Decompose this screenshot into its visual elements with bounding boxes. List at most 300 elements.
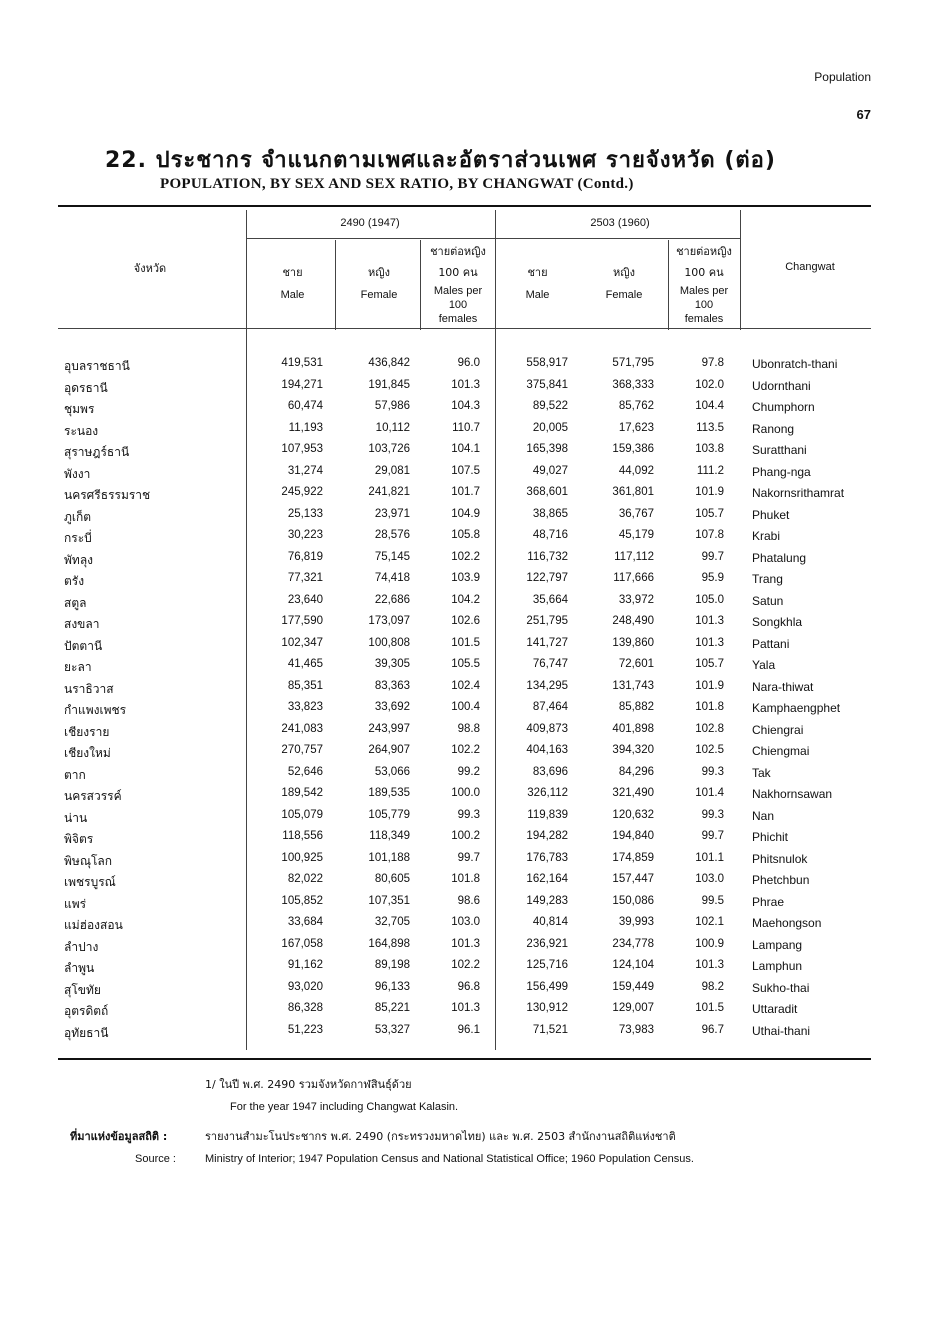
province-thai-name: กำแพงเพชร bbox=[64, 703, 127, 717]
changwat-english-name: Phrae bbox=[752, 894, 785, 909]
source-label-thai: ที่มาแห่งข้อมูลสถิติ : bbox=[70, 1130, 168, 1143]
changwat-english-name: Yala bbox=[752, 658, 776, 672]
female-1960-value: 159,386 bbox=[612, 443, 654, 455]
female-thai-header-1960: หญิง bbox=[613, 266, 635, 279]
footnote-thai: 1/ ในปี พ.ศ. 2490 รวมจังหวัดกาฬสินธุ์ด้วย bbox=[205, 1078, 412, 1091]
ratio-1960-value: 105.7 bbox=[695, 658, 724, 670]
province-thai-name: เชียงใหม่ bbox=[64, 746, 111, 760]
province-thai-name: นครศรีธรรมราช bbox=[64, 488, 151, 502]
male-1947-value: 86,328 bbox=[287, 1002, 323, 1014]
ratio-eng-header-1947: Males per bbox=[433, 285, 483, 297]
province-thai-name: แพร่ bbox=[64, 896, 87, 911]
female-1960-value: 321,490 bbox=[612, 787, 654, 799]
male-1960-value: 409,873 bbox=[526, 722, 568, 735]
male-1960-value: 119,839 bbox=[527, 808, 568, 821]
ratio-1947-value: 101.5 bbox=[451, 636, 480, 649]
changwat-header: Changwat bbox=[785, 261, 835, 273]
female-1960-value: 120,632 bbox=[612, 808, 654, 821]
ratio-1960-value: 101.4 bbox=[695, 787, 724, 799]
ratio-1947-value: 100.4 bbox=[451, 701, 480, 713]
province-thai-name: อุตรดิตถ์ bbox=[64, 1004, 109, 1018]
ratio-1947-value: 105.8 bbox=[451, 529, 480, 541]
male-1960-value: 71,521 bbox=[532, 1023, 568, 1036]
province-thai-name: สุราษฎร์ธานี bbox=[64, 445, 130, 459]
male-1947-value: 41,465 bbox=[287, 658, 323, 670]
male-1960-value: 404,163 bbox=[526, 744, 568, 756]
table-row bbox=[58, 957, 871, 979]
male-1947-value: 51,223 bbox=[287, 1023, 323, 1036]
table-row bbox=[58, 936, 871, 958]
ratio-1947-value: 103.9 bbox=[451, 572, 480, 584]
ratio-1947-value: 99.2 bbox=[457, 765, 480, 778]
male-1947-value: 177,590 bbox=[281, 615, 323, 627]
province-thai-name: ลำพูน bbox=[64, 961, 95, 975]
male-1947-value: 60,474 bbox=[287, 400, 323, 412]
female-1960-value: 131,743 bbox=[612, 679, 654, 692]
table-row bbox=[58, 785, 871, 807]
female-1947-value: 57,986 bbox=[374, 400, 410, 412]
female-1947-value: 39,305 bbox=[374, 658, 410, 670]
male-1960-value: 375,841 bbox=[526, 378, 568, 391]
male-1947-value: 100,925 bbox=[281, 851, 323, 864]
female-1947-value: 107,351 bbox=[368, 894, 410, 907]
female-1947-value: 28,576 bbox=[374, 529, 410, 541]
ratio-1947-value: 102.2 bbox=[451, 550, 480, 563]
ratio-1960-value: 101.3 bbox=[695, 959, 724, 971]
changwat-english-name: Nakornsrithamrat bbox=[752, 486, 845, 500]
male-1960-value: 251,795 bbox=[526, 615, 568, 627]
table-row bbox=[58, 807, 871, 829]
female-1947-value: 264,907 bbox=[368, 744, 410, 756]
table-row bbox=[58, 1000, 871, 1022]
female-1960-value: 36,767 bbox=[618, 507, 654, 520]
table-row bbox=[58, 506, 871, 528]
male-1960-value: 176,783 bbox=[526, 851, 568, 864]
female-1947-value: 75,145 bbox=[374, 550, 410, 563]
male-1947-value: 77,321 bbox=[287, 572, 323, 584]
male-1960-value: 20,005 bbox=[532, 421, 568, 434]
ratio-1947-value: 105.5 bbox=[451, 658, 480, 670]
ratio-1960-value: 105.0 bbox=[695, 593, 724, 606]
province-thai-name: ยะลา bbox=[64, 660, 92, 674]
ratio-1960-value: 95.9 bbox=[701, 572, 724, 584]
changwat-english-name: Nakhornsawan bbox=[752, 787, 833, 801]
female-1960-value: 394,320 bbox=[612, 744, 654, 756]
male-1947-value: 105,079 bbox=[281, 808, 323, 821]
ratio-1947-value: 100.2 bbox=[451, 830, 480, 842]
table-row bbox=[58, 678, 871, 700]
province-thai-name: อุทัยธานี bbox=[64, 1025, 109, 1040]
female-1947-value: 191,845 bbox=[368, 378, 410, 391]
province-thai-name: พิษณุโลก bbox=[64, 853, 113, 868]
province-thai-name: น่าน bbox=[64, 810, 88, 825]
year-1960-header: 2503 (1960) bbox=[590, 217, 650, 229]
ratio-1947-value: 110.7 bbox=[452, 421, 480, 434]
female-1947-value: 96,133 bbox=[374, 980, 410, 993]
male-1960-value: 165,398 bbox=[526, 443, 568, 455]
table-row bbox=[58, 549, 871, 571]
male-1960-value: 87,464 bbox=[532, 701, 568, 713]
province-thai-name: สงขลา bbox=[64, 617, 100, 631]
ratio-1960-value: 99.3 bbox=[701, 765, 724, 778]
ratio-1947-value: 101.3 bbox=[451, 1002, 480, 1014]
year-1947-header: 2490 (1947) bbox=[340, 217, 400, 229]
changwat-english-name: Udornthani bbox=[752, 378, 811, 393]
ratio-1947-value: 98.8 bbox=[457, 722, 480, 735]
male-1947-value: 194,271 bbox=[281, 378, 323, 391]
source-label-english: Source : bbox=[135, 1153, 176, 1165]
male-1947-value: 30,223 bbox=[287, 529, 323, 541]
male-1960-value: 162,164 bbox=[526, 873, 568, 885]
female-1960-value: 174,859 bbox=[612, 851, 654, 864]
column-divider bbox=[335, 240, 336, 330]
table-bottom-rule bbox=[58, 1058, 871, 1060]
changwat-english-name: Lamphun bbox=[752, 959, 803, 973]
male-1960-value: 194,282 bbox=[526, 830, 568, 842]
changwat-english-name: Maehongson bbox=[752, 916, 822, 930]
female-1947-value: 22,686 bbox=[374, 593, 410, 606]
ratio-1960-value: 96.7 bbox=[701, 1023, 724, 1036]
male-1960-value: 49,027 bbox=[532, 464, 568, 477]
male-1947-value: 31,274 bbox=[287, 464, 323, 477]
ratio-1947-value: 102.6 bbox=[451, 615, 480, 627]
female-1960-value: 17,623 bbox=[618, 421, 654, 434]
male-1947-value: 270,757 bbox=[281, 744, 323, 756]
female-1947-value: 241,821 bbox=[368, 486, 410, 498]
male-1960-value: 130,912 bbox=[526, 1002, 568, 1014]
male-1947-value: 118,556 bbox=[282, 830, 323, 842]
column-divider bbox=[740, 210, 741, 330]
table-title-english: POPULATION, BY SEX AND SEX RATIO, BY CHANGWAT (Contd.) bbox=[160, 176, 634, 192]
changwat-english-name: Ubonratch-thani bbox=[752, 357, 838, 371]
female-1947-value: 189,535 bbox=[368, 787, 410, 799]
ratio-1947-value: 104.2 bbox=[451, 593, 480, 606]
male-1960-value: 38,865 bbox=[532, 507, 568, 520]
male-1960-value: 116,732 bbox=[527, 550, 568, 563]
ratio-1947-value: 104.1 bbox=[451, 443, 480, 455]
male-1947-value: 93,020 bbox=[287, 980, 323, 993]
ratio-1947-value: 98.6 bbox=[457, 894, 480, 907]
ratio-1960-value: 101.9 bbox=[695, 679, 724, 692]
ratio-1960-value: 101.3 bbox=[695, 615, 724, 627]
female-1960-value: 72,601 bbox=[618, 658, 654, 670]
source-thai: รายงานสำมะโนประชากร พ.ศ. 2490 (กระทรวงมหาดไทย) และ พ.ศ. 2503 สำนักงานสถิติแห่งชาติ bbox=[205, 1130, 676, 1143]
table-row bbox=[58, 635, 871, 657]
ratio-1960-value: 104.4 bbox=[695, 400, 724, 412]
table-row bbox=[58, 893, 871, 915]
province-thai-name: นราธิวาส bbox=[64, 681, 114, 696]
province-thai-name: นครสวรรค์ bbox=[64, 789, 122, 803]
male-1960-value: 134,295 bbox=[526, 679, 568, 692]
table-row bbox=[58, 592, 871, 614]
province-thai-name: เพชรบูรณ์ bbox=[64, 875, 116, 889]
province-thai-name: สุโขทัย bbox=[64, 982, 101, 997]
province-thai-name: ภูเก็ต bbox=[64, 509, 92, 524]
male-1960-value: 236,921 bbox=[526, 937, 568, 950]
female-1947-value: 53,327 bbox=[374, 1023, 410, 1036]
table-row bbox=[58, 484, 871, 506]
female-1960-value: 571,795 bbox=[612, 357, 654, 369]
male-1960-value: 122,797 bbox=[526, 572, 568, 584]
male-1947-value: 241,083 bbox=[281, 722, 323, 735]
ratio-1947-value: 101.8 bbox=[451, 873, 480, 885]
changwat-english-name: Uthai-thani bbox=[752, 1023, 811, 1038]
section-header: Population bbox=[814, 70, 871, 84]
male-1960-value: 48,716 bbox=[532, 529, 568, 541]
male-1947-value: 102,347 bbox=[281, 636, 323, 649]
ratio-1960-value: 102.8 bbox=[695, 722, 724, 735]
table-top-rule bbox=[58, 205, 871, 207]
male-1960-value: 141,727 bbox=[526, 636, 568, 649]
changwat-english-name: Songkhla bbox=[752, 615, 803, 629]
male-1947-value: 419,531 bbox=[281, 357, 323, 369]
female-1947-value: 74,418 bbox=[374, 572, 410, 584]
province-thai-name: ระนอง bbox=[64, 423, 99, 438]
female-1960-value: 44,092 bbox=[618, 464, 654, 477]
year-underline bbox=[495, 238, 740, 239]
changwat-english-name: Chiengrai bbox=[752, 722, 804, 737]
table-row bbox=[58, 377, 871, 399]
changwat-english-name: Uttaradit bbox=[752, 1002, 798, 1016]
female-1947-value: 173,097 bbox=[368, 615, 410, 627]
male-1947-value: 189,542 bbox=[281, 787, 323, 799]
table-row bbox=[58, 613, 871, 635]
female-1947-value: 80,605 bbox=[374, 873, 410, 885]
male-thai-header-1960: ชาย bbox=[527, 266, 548, 279]
province-thai-name: ลำปาง bbox=[64, 939, 99, 954]
female-1947-value: 10,112 bbox=[375, 421, 410, 434]
footnote-english: For the year 1947 including Changwat Kalasin. bbox=[230, 1101, 459, 1113]
changwat-english-name: Phetchbun bbox=[752, 873, 810, 887]
table-row bbox=[58, 1022, 871, 1044]
female-eng-header-1960: Female bbox=[605, 289, 643, 301]
male-1947-value: 105,852 bbox=[281, 894, 323, 907]
ratio-1960-value: 99.5 bbox=[701, 894, 724, 907]
ratio-1947-value: 104.3 bbox=[451, 400, 480, 412]
female-1947-value: 85,221 bbox=[374, 1002, 410, 1014]
female-1960-value: 85,882 bbox=[618, 701, 654, 713]
ratio-1960-value: 102.1 bbox=[695, 916, 724, 928]
ratio-thai2-header-1960: 100 คน bbox=[684, 266, 724, 279]
female-1960-value: 157,447 bbox=[612, 873, 654, 885]
changwat-english-name: Nan bbox=[752, 808, 775, 823]
female-1960-value: 33,972 bbox=[618, 593, 654, 606]
changwat-english-name: Ranong bbox=[752, 421, 795, 436]
ratio-1947-value: 102.2 bbox=[451, 959, 480, 971]
table-row bbox=[58, 420, 871, 442]
table-row bbox=[58, 871, 871, 893]
female-1960-value: 150,086 bbox=[612, 894, 654, 907]
province-thai-name: ตาก bbox=[64, 767, 86, 782]
male-1960-value: 89,522 bbox=[532, 400, 568, 412]
changwat-english-name: Chiengmai bbox=[752, 744, 810, 758]
ratio-thai-header-1960: ชายต่อหญิง bbox=[676, 245, 732, 258]
female-1947-value: 118,349 bbox=[369, 830, 410, 842]
ratio-1947-value: 96.0 bbox=[457, 357, 480, 369]
ratio-1947-value: 99.3 bbox=[457, 808, 480, 821]
province-thai-name: ปัตตานี bbox=[64, 638, 103, 653]
table-row bbox=[58, 979, 871, 1001]
changwat-english-name: Phatalung bbox=[752, 550, 807, 565]
female-1960-value: 361,801 bbox=[612, 486, 654, 498]
male-1947-value: 85,351 bbox=[287, 679, 323, 692]
female-1947-value: 100,808 bbox=[368, 636, 410, 649]
male-1960-value: 326,112 bbox=[527, 787, 568, 799]
changwat-english-name: Phang-nga bbox=[752, 464, 811, 479]
female-1960-value: 73,983 bbox=[618, 1023, 654, 1036]
female-1960-value: 45,179 bbox=[618, 529, 654, 541]
table-row bbox=[58, 721, 871, 743]
changwat-english-name: Chumphorn bbox=[752, 400, 815, 414]
male-1947-value: 82,022 bbox=[287, 873, 323, 885]
changwat-english-name: Phuket bbox=[752, 507, 790, 522]
male-1960-value: 35,664 bbox=[532, 593, 568, 606]
ratio-thai-header-1947: ชายต่อหญิง bbox=[430, 245, 486, 258]
province-thai-name: สตูล bbox=[64, 595, 87, 610]
province-thai-name: พังงา bbox=[64, 466, 91, 481]
source-english: Ministry of Interior; 1947 Population Census and National Statistical Office; 1960 Population Census. bbox=[205, 1153, 694, 1165]
ratio-1947-value: 101.7 bbox=[451, 486, 480, 498]
male-1947-value: 167,058 bbox=[281, 937, 323, 950]
female-1960-value: 139,860 bbox=[612, 636, 654, 649]
changwat-english-name: Nara-thiwat bbox=[752, 679, 814, 694]
ratio-1960-value: 99.3 bbox=[701, 808, 724, 821]
ratio-1960-value: 101.9 bbox=[695, 486, 724, 498]
male-1947-value: 33,684 bbox=[287, 916, 323, 928]
table-row bbox=[58, 398, 871, 420]
province-thai-name: ตรัง bbox=[64, 574, 85, 588]
male-1947-value: 245,922 bbox=[281, 486, 323, 498]
column-divider bbox=[420, 240, 421, 330]
ratio-1960-value: 101.1 bbox=[695, 851, 724, 864]
female-1960-value: 401,898 bbox=[612, 722, 654, 735]
male-1947-value: 91,162 bbox=[287, 959, 323, 971]
male-1960-value: 149,283 bbox=[526, 894, 568, 907]
female-1960-value: 194,840 bbox=[612, 830, 654, 842]
female-eng-header-1947: Female bbox=[360, 289, 398, 301]
ratio-1960-value: 97.8 bbox=[701, 357, 724, 369]
province-thai-header: จังหวัด bbox=[133, 262, 167, 275]
male-1947-value: 76,819 bbox=[287, 550, 323, 563]
ratio-1960-value: 100.9 bbox=[695, 937, 724, 950]
changwat-english-name: Trang bbox=[752, 572, 783, 586]
male-1947-value: 107,953 bbox=[281, 443, 323, 455]
ratio-1960-value: 113.5 bbox=[696, 421, 724, 434]
ratio-1947-value: 100.0 bbox=[451, 787, 480, 799]
female-1947-value: 89,198 bbox=[374, 959, 410, 971]
male-eng-header-1960: Male bbox=[525, 289, 550, 301]
ratio-eng2-header-1960: 100 bbox=[694, 299, 714, 311]
table-row bbox=[58, 463, 871, 485]
ratio-1960-value: 101.8 bbox=[695, 701, 724, 713]
ratio-thai2-header-1947: 100 คน bbox=[438, 266, 478, 279]
changwat-english-name: Krabi bbox=[752, 529, 781, 543]
ratio-1947-value: 104.9 bbox=[451, 507, 480, 520]
female-1947-value: 23,971 bbox=[374, 507, 410, 520]
province-thai-name: เชียงราย bbox=[64, 724, 110, 739]
ratio-1947-value: 102.4 bbox=[451, 679, 480, 692]
ratio-1947-value: 96.1 bbox=[457, 1023, 480, 1036]
ratio-eng2-header-1947: 100 bbox=[448, 299, 468, 311]
male-1947-value: 33,823 bbox=[287, 701, 323, 713]
female-1960-value: 124,104 bbox=[612, 959, 654, 971]
ratio-1960-value: 107.8 bbox=[695, 529, 724, 541]
ratio-1960-value: 102.0 bbox=[695, 378, 724, 391]
province-thai-name: แม่ฮ่องสอน bbox=[64, 918, 123, 932]
ratio-1947-value: 101.3 bbox=[451, 937, 480, 950]
female-1960-value: 248,490 bbox=[612, 615, 654, 627]
table-row bbox=[58, 570, 871, 592]
ratio-1960-value: 99.7 bbox=[701, 550, 724, 563]
male-1960-value: 40,814 bbox=[532, 916, 568, 928]
female-1947-value: 33,692 bbox=[374, 701, 410, 713]
changwat-english-name: Sukho-thai bbox=[752, 980, 810, 995]
changwat-english-name: Satun bbox=[752, 593, 784, 608]
female-1960-value: 117,666 bbox=[613, 572, 654, 584]
table-row bbox=[58, 850, 871, 872]
province-thai-name: กระบี่ bbox=[64, 531, 92, 545]
male-1960-value: 558,917 bbox=[526, 357, 568, 369]
changwat-english-name: Suratthani bbox=[752, 443, 807, 457]
female-thai-header-1947: หญิง bbox=[368, 266, 390, 279]
male-1960-value: 76,747 bbox=[532, 658, 568, 670]
ratio-1960-value: 103.0 bbox=[695, 873, 724, 885]
male-thai-header-1947: ชาย bbox=[282, 266, 303, 279]
table-row bbox=[58, 914, 871, 936]
female-1947-value: 164,898 bbox=[368, 937, 410, 950]
changwat-english-name: Kamphaengphet bbox=[752, 701, 841, 715]
table-row bbox=[58, 828, 871, 850]
male-1960-value: 156,499 bbox=[526, 980, 568, 993]
ratio-1947-value: 101.3 bbox=[451, 378, 480, 391]
province-thai-name: ชุมพร bbox=[64, 402, 95, 416]
ratio-1947-value: 99.7 bbox=[457, 851, 480, 864]
ratio-eng-header-1960: Males per bbox=[679, 285, 729, 297]
female-1947-value: 436,842 bbox=[368, 357, 410, 369]
ratio-1960-value: 105.7 bbox=[695, 507, 724, 520]
male-1947-value: 23,640 bbox=[287, 593, 323, 606]
ratio-1960-value: 101.5 bbox=[695, 1002, 724, 1014]
ratio-1960-value: 103.8 bbox=[695, 443, 724, 455]
female-1947-value: 105,779 bbox=[368, 808, 410, 821]
ratio-1960-value: 98.2 bbox=[701, 980, 724, 993]
table-row bbox=[58, 699, 871, 721]
ratio-eng3-header-1947: females bbox=[438, 313, 478, 325]
male-1960-value: 83,696 bbox=[532, 765, 568, 778]
page-number: 67 bbox=[856, 107, 871, 122]
year-underline bbox=[246, 238, 495, 239]
ratio-1960-value: 111.2 bbox=[696, 464, 724, 477]
female-1947-value: 101,188 bbox=[368, 851, 410, 864]
ratio-1947-value: 96.8 bbox=[457, 980, 480, 993]
table-row bbox=[58, 764, 871, 786]
female-1960-value: 85,762 bbox=[618, 400, 654, 412]
female-1960-value: 84,296 bbox=[618, 765, 654, 778]
province-thai-name: พัทลุง bbox=[64, 552, 94, 567]
female-1960-value: 117,112 bbox=[614, 550, 654, 563]
male-1960-value: 368,601 bbox=[526, 486, 568, 498]
changwat-english-name: Tak bbox=[752, 765, 771, 780]
changwat-english-name: Phitsnulok bbox=[752, 851, 808, 866]
table-title-thai: 22. ประชากร จำแนกตามเพศและอัตราส่วนเพศ รายจังหวัด (ต่อ) bbox=[105, 148, 776, 173]
ratio-1947-value: 107.5 bbox=[451, 464, 480, 477]
table-row bbox=[58, 656, 871, 678]
female-1947-value: 243,997 bbox=[368, 722, 410, 735]
province-thai-name: อุดรธานี bbox=[64, 380, 108, 395]
table-row bbox=[58, 441, 871, 463]
female-1960-value: 39,993 bbox=[618, 916, 654, 928]
female-1960-value: 234,778 bbox=[612, 937, 654, 950]
